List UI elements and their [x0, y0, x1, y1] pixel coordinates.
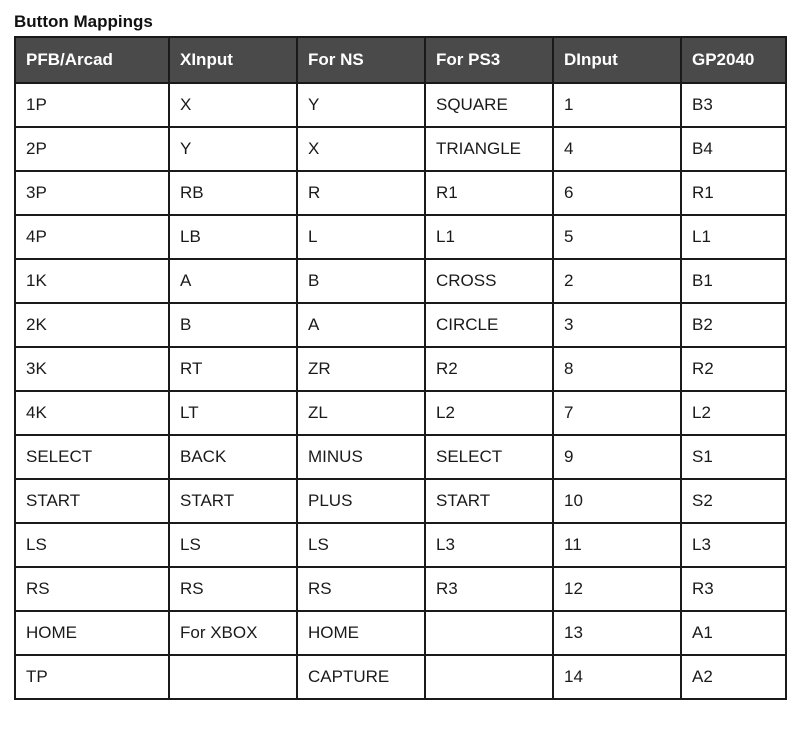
- table-cell-dinput: 10: [553, 479, 681, 523]
- table-cell-for-ps3: START: [425, 479, 553, 523]
- table-cell-dinput: 14: [553, 655, 681, 699]
- table-cell-for-ns: MINUS: [297, 435, 425, 479]
- table-cell-gp2040: S1: [681, 435, 786, 479]
- table-cell-gp2040: L3: [681, 523, 786, 567]
- table-cell-gp2040: B4: [681, 127, 786, 171]
- column-header-xinput: XInput: [169, 37, 297, 83]
- table-cell-xinput: B: [169, 303, 297, 347]
- table-cell-for-ps3: CIRCLE: [425, 303, 553, 347]
- table-cell-gp2040: R1: [681, 171, 786, 215]
- table-row: [15, 259, 786, 303]
- table-cell-xinput: RS: [169, 567, 297, 611]
- table-cell-for-ps3: SELECT: [425, 435, 553, 479]
- table-cell-dinput: 5: [553, 215, 681, 259]
- column-header-gp2040: GP2040: [681, 37, 786, 83]
- table-cell-for-ns: ZL: [297, 391, 425, 435]
- table-cell-xinput: Y: [169, 127, 297, 171]
- table-cell-for-ps3: L3: [425, 523, 553, 567]
- table-cell-dinput: 6: [553, 171, 681, 215]
- table-cell-pfb-arcad: 4K: [15, 391, 169, 435]
- table-cell-for-ps3: L2: [425, 391, 553, 435]
- table-cell-gp2040: A1: [681, 611, 786, 655]
- table-row: [15, 171, 786, 215]
- table-row: [15, 303, 786, 347]
- table-row: [15, 435, 786, 479]
- table-cell-for-ps3: TRIANGLE: [425, 127, 553, 171]
- table-cell-pfb-arcad: 1K: [15, 259, 169, 303]
- table-cell-for-ns: L: [297, 215, 425, 259]
- button-mappings-table: [14, 36, 787, 700]
- table-cell-dinput: 8: [553, 347, 681, 391]
- column-header-for-ns: For NS: [297, 37, 425, 83]
- table-cell-for-ps3: R3: [425, 567, 553, 611]
- table-cell-gp2040: R3: [681, 567, 786, 611]
- page-title: Button Mappings: [14, 12, 153, 31]
- table-cell-gp2040: L2: [681, 391, 786, 435]
- table-cell-dinput: 11: [553, 523, 681, 567]
- table-cell-pfb-arcad: HOME: [15, 611, 169, 655]
- table-cell-gp2040: A2: [681, 655, 786, 699]
- column-header-for-ps3: For PS3: [425, 37, 553, 83]
- table-row: [15, 127, 786, 171]
- table-cell-dinput: 3: [553, 303, 681, 347]
- table-cell-pfb-arcad: 2K: [15, 303, 169, 347]
- table-cell-for-ps3: [425, 611, 553, 655]
- table-row: [15, 391, 786, 435]
- table-cell-xinput: LB: [169, 215, 297, 259]
- table-cell-xinput: RT: [169, 347, 297, 391]
- table-row: [15, 215, 786, 259]
- table-cell-for-ns: RS: [297, 567, 425, 611]
- table-cell-for-ns: B: [297, 259, 425, 303]
- table-cell-for-ps3: CROSS: [425, 259, 553, 303]
- table-cell-xinput: X: [169, 83, 297, 127]
- table-cell-gp2040: R2: [681, 347, 786, 391]
- table-cell-dinput: 2: [553, 259, 681, 303]
- table-cell-for-ps3: [425, 655, 553, 699]
- column-header-dinput: DInput: [553, 37, 681, 83]
- table-cell-for-ns: PLUS: [297, 479, 425, 523]
- table-cell-gp2040: B3: [681, 83, 786, 127]
- table-cell-xinput: LS: [169, 523, 297, 567]
- table-cell-pfb-arcad: 2P: [15, 127, 169, 171]
- table-row: [15, 479, 786, 523]
- table-body: [15, 83, 786, 699]
- column-header-pfb-arcad: PFB/Arcad: [15, 37, 169, 83]
- table-cell-for-ns: ZR: [297, 347, 425, 391]
- table-cell-xinput: RB: [169, 171, 297, 215]
- table-cell-dinput: 7: [553, 391, 681, 435]
- table-row: [15, 523, 786, 567]
- table-cell-for-ps3: SQUARE: [425, 83, 553, 127]
- table-cell-for-ns: LS: [297, 523, 425, 567]
- table-cell-pfb-arcad: TP: [15, 655, 169, 699]
- table-row: [15, 611, 786, 655]
- table-cell-for-ns: Y: [297, 83, 425, 127]
- table-cell-dinput: 12: [553, 567, 681, 611]
- table-cell-pfb-arcad: RS: [15, 567, 169, 611]
- table-row: [15, 655, 786, 699]
- table-cell-xinput: A: [169, 259, 297, 303]
- table-cell-pfb-arcad: 3K: [15, 347, 169, 391]
- table-row: [15, 347, 786, 391]
- table-cell-xinput: [169, 655, 297, 699]
- table-row: [15, 83, 786, 127]
- table-cell-for-ns: HOME: [297, 611, 425, 655]
- table-cell-pfb-arcad: SELECT: [15, 435, 169, 479]
- table-cell-pfb-arcad: 4P: [15, 215, 169, 259]
- table-cell-for-ps3: R2: [425, 347, 553, 391]
- table-cell-gp2040: L1: [681, 215, 786, 259]
- table-cell-pfb-arcad: 3P: [15, 171, 169, 215]
- table-cell-for-ns: X: [297, 127, 425, 171]
- table-cell-xinput: BACK: [169, 435, 297, 479]
- table-cell-pfb-arcad: 1P: [15, 83, 169, 127]
- table-cell-dinput: 9: [553, 435, 681, 479]
- table-cell-dinput: 13: [553, 611, 681, 655]
- table-cell-gp2040: B1: [681, 259, 786, 303]
- table-cell-gp2040: S2: [681, 479, 786, 523]
- table-cell-for-ps3: L1: [425, 215, 553, 259]
- table-cell-dinput: 1: [553, 83, 681, 127]
- table-header-row: [15, 37, 786, 83]
- table-cell-xinput: START: [169, 479, 297, 523]
- table-cell-dinput: 4: [553, 127, 681, 171]
- table-cell-pfb-arcad: START: [15, 479, 169, 523]
- table-cell-for-ns: R: [297, 171, 425, 215]
- table-row: [15, 567, 786, 611]
- table-cell-pfb-arcad: LS: [15, 523, 169, 567]
- table-cell-for-ps3: R1: [425, 171, 553, 215]
- table-cell-xinput: For XBOX: [169, 611, 297, 655]
- table-cell-for-ns: CAPTURE: [297, 655, 425, 699]
- table-cell-for-ns: A: [297, 303, 425, 347]
- table-cell-xinput: LT: [169, 391, 297, 435]
- table-cell-gp2040: B2: [681, 303, 786, 347]
